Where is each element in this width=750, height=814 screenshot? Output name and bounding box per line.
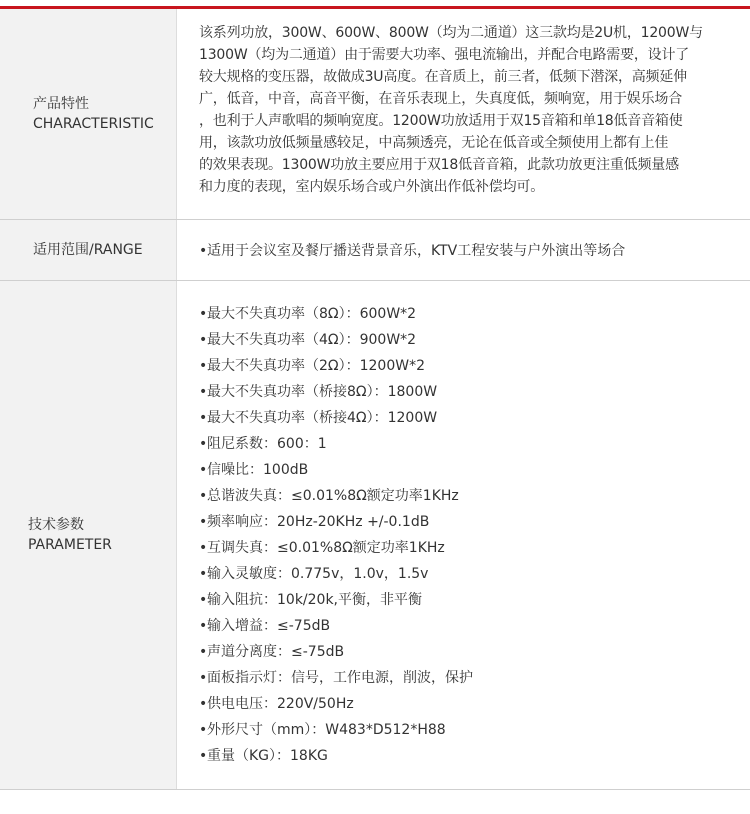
bullet-icon: • xyxy=(199,306,208,322)
bullet-icon: • xyxy=(199,514,208,530)
characteristic-line: 1300W（均为二通道）由于需要大功率、强电流输出，并配合电路需要，设计了 xyxy=(199,47,690,63)
bullet-icon: • xyxy=(199,722,208,738)
bullet-icon: • xyxy=(199,243,208,259)
parameter-item xyxy=(199,691,734,717)
bullet-icon: • xyxy=(199,618,208,634)
parameter-item xyxy=(199,457,734,483)
parameter-item xyxy=(199,509,734,535)
row-range xyxy=(0,220,750,281)
range-item xyxy=(199,240,625,260)
characteristic-text xyxy=(177,9,750,219)
parameter-list xyxy=(199,301,734,769)
parameter-item-text: 输入灵敏度：0.775v，1.0v，1.5v xyxy=(207,566,429,582)
range-content xyxy=(177,220,750,280)
parameter-item xyxy=(199,639,734,665)
bullet-icon: • xyxy=(199,540,208,556)
characteristic-line: 的效果表现。1300W功放主要应用于双18低音音箱，此款功放更注重低频量感 xyxy=(199,157,679,173)
parameter-item-text: 最大不失真功率（8Ω）：600W*2 xyxy=(207,306,417,322)
parameter-item-text: 供电电压：220V/50Hz xyxy=(207,696,354,712)
bullet-icon: • xyxy=(199,644,208,660)
parameter-item-text: 声道分离度：≤-75dB xyxy=(207,644,345,660)
row-characteristic xyxy=(0,9,750,220)
bullet-icon: • xyxy=(199,384,208,400)
parameter-item xyxy=(199,483,734,509)
range-label: 适用范围/RANGE xyxy=(33,242,143,258)
range-label-cell xyxy=(0,220,177,280)
parameter-item xyxy=(199,587,734,613)
parameter-item-text: 最大不失真功率（桥接8Ω）：1800W xyxy=(207,384,438,400)
bullet-icon: • xyxy=(199,410,208,426)
parameter-item-text: 总谐波失真：≤0.01%8Ω额定功率1KHz xyxy=(207,488,459,504)
parameter-label xyxy=(0,281,177,789)
parameter-item-text: 最大不失真功率（2Ω）：1200W*2 xyxy=(207,358,425,374)
parameter-item xyxy=(199,535,734,561)
bullet-icon: • xyxy=(199,436,208,452)
parameter-content xyxy=(177,281,750,789)
spec-table xyxy=(0,9,750,790)
bullet-icon: • xyxy=(199,566,208,582)
parameter-item xyxy=(199,301,734,327)
bullet-icon: • xyxy=(199,332,208,348)
bullet-icon: • xyxy=(199,462,208,478)
bullet-icon: • xyxy=(199,696,208,712)
characteristic-line: 和力度的表现，室内娱乐场合或户外演出作低补偿均可。 xyxy=(199,179,544,195)
characteristic-label-cn: 产品特性 xyxy=(33,96,89,112)
parameter-label-en: PARAMETER xyxy=(28,537,112,553)
parameter-item xyxy=(199,717,734,743)
parameter-item xyxy=(199,327,734,353)
parameter-item xyxy=(199,431,734,457)
parameter-item-text: 信噪比：100dB xyxy=(207,462,309,478)
parameter-item xyxy=(199,665,734,691)
parameter-item xyxy=(199,743,734,769)
parameter-item-text: 阻尼系数：600：1 xyxy=(207,436,327,452)
characteristic-line: 用，该款功放低频量感较足，中高频透亮，无论在低音或全频使用上都有上佳 xyxy=(199,135,669,151)
bullet-icon: • xyxy=(199,488,208,504)
bullet-icon: • xyxy=(199,592,208,608)
parameter-item-text: 输入阻抗：10k/20k,平衡，非平衡 xyxy=(207,592,423,608)
characteristic-line: 较大规格的变压器，故做成3U高度。在音质上，前三者，低频下潜深，高频延伸 xyxy=(199,69,687,85)
parameter-item-text: 最大不失真功率（桥接4Ω）：1200W xyxy=(207,410,438,426)
parameter-item-text: 频率响应：20Hz-20KHz +/-0.1dB xyxy=(207,514,430,530)
parameter-item-text: 输入增益：≤-75dB xyxy=(207,618,331,634)
bullet-icon: • xyxy=(199,670,208,686)
characteristic-line: 广，低音，中音，高音平衡，在音乐表现上，失真度低，频响宽，用于娱乐场合 xyxy=(199,91,682,107)
parameter-item-text: 互调失真：≤0.01%8Ω额定功率1KHz xyxy=(207,540,445,556)
parameter-item xyxy=(199,353,734,379)
characteristic-line: ，也利于人声歌唱的频响宽度。1200W功放适用于双15音箱和单18低音音箱使 xyxy=(199,113,683,129)
parameter-label-cn: 技术参数 xyxy=(28,517,84,533)
characteristic-label-en: CHARACTERISTIC xyxy=(33,116,154,132)
parameter-item xyxy=(199,613,734,639)
parameter-item xyxy=(199,405,734,431)
parameter-item-text: 面板指示灯：信号，工作电源，削波，保护 xyxy=(207,670,473,686)
row-parameter xyxy=(0,281,750,790)
characteristic-label xyxy=(0,9,177,219)
parameter-item xyxy=(199,561,734,587)
parameter-item xyxy=(199,379,734,405)
bullet-icon: • xyxy=(199,358,208,374)
parameter-item-text: 最大不失真功率（4Ω）：900W*2 xyxy=(207,332,417,348)
bullet-icon: • xyxy=(199,748,208,764)
parameter-item-text: 外形尺寸（mm）：W483*D512*H88 xyxy=(207,722,446,738)
parameter-item-text: 重量（KG）：18KG xyxy=(207,748,328,764)
characteristic-line: 该系列功放，300W、600W、800W（均为二通道）这三款均是2U机，1200W与 xyxy=(199,25,703,41)
range-text: 适用于会议室及餐厅播送背景音乐，KTV工程安装与户外演出等场合 xyxy=(207,243,626,259)
